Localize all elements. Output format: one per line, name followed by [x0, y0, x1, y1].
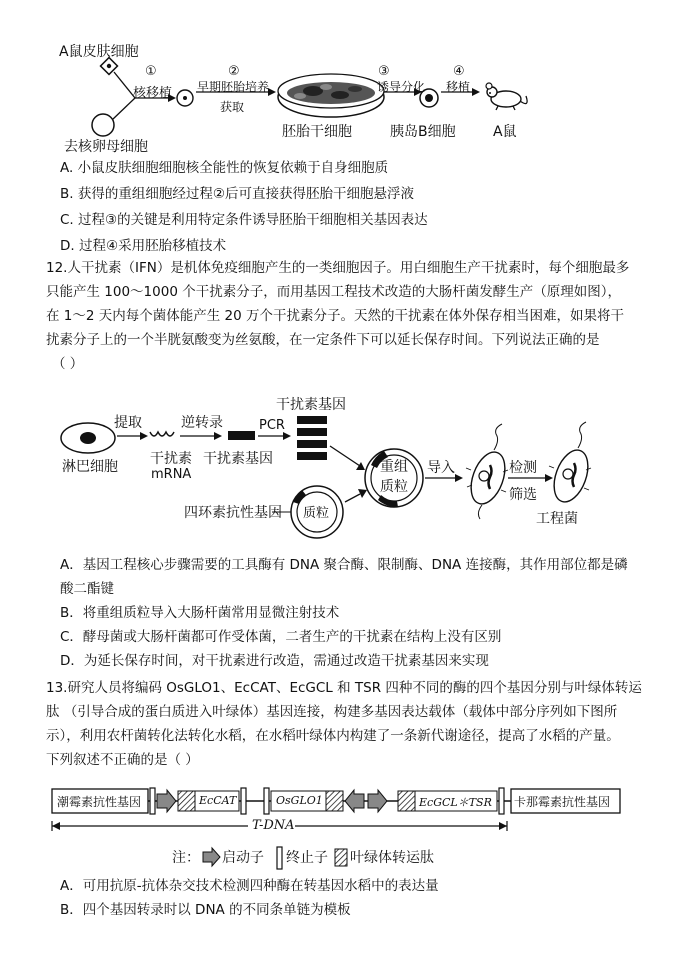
q12-option-a-cont: 酸二酯键	[60, 581, 114, 597]
q12-line: 扰素分子上的一个半胱氨酸变为丝氨酸，在一定条件下可以延长保存时间。下列说法正确的是	[46, 332, 600, 348]
recombinant-label-2: 质粒	[380, 479, 408, 495]
question-12-options	[60, 553, 628, 673]
q12-line: 在 1～2 天内每个菌体能产生 20 万个干扰素分子。天然的干扰素在体外保存相当困难，如果将干	[46, 308, 625, 324]
q12-option-d: D．为延长保存时间，对干扰素进行改造，需通过改造干扰素基因来实现	[60, 653, 489, 669]
ifn-gene-label: 干扰素基因	[203, 451, 273, 467]
hygromycin-gene-label: 潮霉素抗性基因	[57, 795, 142, 809]
q12-option-c: C．酵母菌或大肠杆菌都可作受体菌，二者生产的干扰素在结构上没有区别	[60, 629, 502, 645]
lymphocyte-label: 淋巴细胞	[62, 459, 118, 475]
import-label: 导入	[427, 460, 455, 476]
tetracycline-gene-label: 四环素抗性基因	[184, 505, 282, 521]
stem-cell-label: 胚胎干细胞	[282, 124, 352, 140]
q11-option-b: B. 获得的重组细胞经过程②后可直接获得胚胎干细胞悬浮液	[60, 186, 414, 202]
q11-option-a: A. 小鼠皮肤细胞细胞核全能性的恢复依赖于自身细胞质	[60, 160, 389, 176]
screen-label: 筛选	[509, 487, 537, 503]
promoter-mark	[157, 790, 176, 812]
figure-1-cloning	[0, 0, 688, 160]
bacterium-icon	[465, 424, 512, 519]
q13-option-b: B．四个基因转录时以 DNA 的不同条单链为模板	[60, 902, 351, 918]
pcr-label: PCR	[259, 418, 285, 433]
kanamycin-gene-label: 卡那霉素抗性基因	[514, 795, 611, 809]
legend-promoter-icon	[203, 848, 220, 866]
step4-label: 移植	[446, 80, 471, 94]
legend-promoter-label: 启动子	[222, 850, 264, 866]
question-13-options	[60, 874, 439, 922]
question-13-stem	[46, 676, 642, 772]
mrna-shape	[150, 432, 174, 436]
ifn-gene-block	[228, 431, 255, 440]
legend-terminator-icon	[277, 847, 282, 869]
q13-line: 13.研究人员将编码 OsGLO1、EcCAT、EcGCL 和 TSR 四种不同的酶的四个基因分别与叶绿体转运	[46, 680, 642, 696]
question-11-options	[60, 158, 428, 256]
step4-number: ④	[453, 64, 465, 79]
ecgcl-tsr-label: EcGCL＊TSR	[419, 796, 492, 809]
figure-2-genetic-engineering	[0, 390, 688, 540]
q12-line: 12.人干扰素（IFN）是机体免疫细胞产生的一类细胞因子。用白细胞生产干扰素时，每个细胞最多	[46, 260, 630, 276]
step2-number: ②	[228, 64, 240, 79]
reverse-transcription-label: 逆转录	[181, 415, 223, 431]
q13-line: 肽 （引导合成的蛋白质进入叶绿体）基因连接，构建多基因表达载体（载体中部分序列如下图所	[46, 704, 618, 720]
skin-cell-label: A鼠皮肤细胞	[59, 44, 139, 60]
detect-label: 检测	[509, 460, 537, 476]
step1-number: ①	[145, 64, 157, 79]
q13-line: 示），利用农杆菌转化法转化水稻，在水稻叶绿体内构建了一条新代谢途径，提高了水稻的产量。	[46, 728, 620, 744]
legend-terminator-label: 终止子	[286, 850, 328, 866]
q12-answer-blank: （ ）	[52, 356, 84, 372]
egg-cell-shape	[92, 114, 114, 136]
transit-peptide-mark	[178, 791, 195, 811]
step2-label: 早期胚胎培养	[197, 80, 270, 94]
islet-cell-label: 胰岛B细胞	[390, 124, 456, 140]
plasmid-label: 质粒	[303, 506, 330, 521]
q12-option-a: A．基因工程核心步骤需要的工具酶有 DNA 聚合酶、限制酶、DNA 连接酶，其作用部位都是磷	[60, 557, 628, 573]
legend-prefix: 注：	[172, 850, 200, 866]
q13-line: 下列叙述不正确的是（ ）	[46, 752, 199, 768]
step2-sublabel: 获取	[220, 100, 245, 114]
osglo1-label: OsGLO1	[276, 794, 323, 807]
q12-option-b: B．将重组质粒导入大肠杆菌常用显微注射技术	[60, 605, 340, 621]
eccat-label: EcCAT	[199, 794, 237, 807]
t-dna-label: T-DNA	[252, 818, 295, 833]
legend-transit-icon	[335, 849, 347, 866]
recombinant-label-1: 重组	[380, 459, 408, 475]
step3-number: ③	[378, 64, 390, 79]
step3-label: 诱导分化	[377, 80, 426, 94]
egg-label: 去核卵母细胞	[64, 139, 148, 155]
ifn-gene-top-label: 干扰素基因	[276, 397, 346, 413]
mouse-label: A鼠	[493, 124, 517, 140]
engineered-bacteria-label: 工程菌	[536, 511, 578, 527]
q11-option-d: D. 过程④采用胚胎移植技术	[60, 238, 227, 254]
q13-option-a: A．可用抗原-抗体杂交技术检测四种酶在转基因水稻中的表达量	[60, 878, 439, 894]
mrna-label-1: 干扰素	[150, 451, 192, 467]
extract-label: 提取	[114, 415, 142, 431]
legend-transit-label: 叶绿体转运肽	[350, 850, 434, 866]
step1-label: 核移植	[133, 86, 173, 101]
figure-3-t-dna-vector	[0, 780, 688, 875]
mrna-label-2: mRNA	[151, 467, 192, 482]
q12-line: 只能产生 100～1000 个干扰素分子，而用基因工程技术改造的大肠杆菌发酵生产（原理如图），	[46, 284, 621, 300]
engineered-bacterium-icon	[548, 422, 595, 507]
terminator-mark	[150, 788, 155, 814]
q11-option-c: C. 过程③的关键是利用特定条件诱导胚胎干细胞相关基因表达	[60, 212, 428, 228]
question-12-stem	[46, 256, 666, 376]
mouse-icon	[486, 83, 527, 110]
